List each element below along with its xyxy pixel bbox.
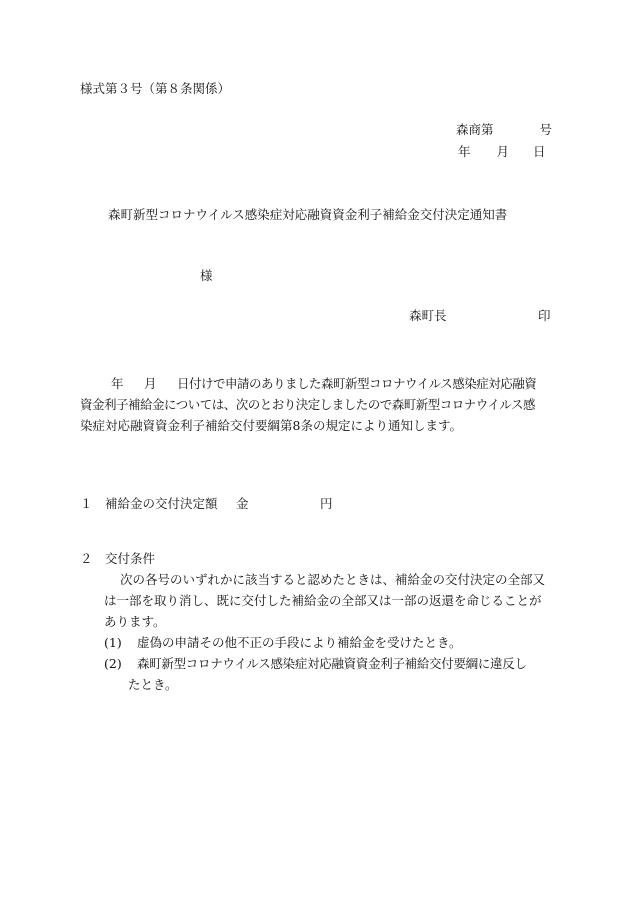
section-1-heading: １ 補給金の交付決定額 [80,496,218,511]
condition-item-2-cont [80,674,560,695]
date-year: 年 [458,144,471,159]
doc-number-prefix: 森商第 [456,122,494,137]
doc-number [456,124,552,137]
body-date-year: 年 [111,376,124,391]
condition-item-1 [80,632,560,653]
condition-intro-line-2: は一部を取り消し、既に交付した補給金の全部又は一部の返還を命じることが [104,593,542,608]
notice-line-3: 染症対応融資資金利子補給交付要綱第8条の規定により通知します。 [80,418,462,433]
item-1-number: (1) [104,635,122,650]
section-2-heading: ２ 交付条件 [80,551,156,566]
item-2-text-line-1: 森町新型コロナウイルス感染症対応融資資金利子補給交付要綱に違反し [137,656,527,671]
issuer-name: 森町長 [409,308,447,323]
doc-number-suffix: 号 [539,122,553,137]
notice-line-2: 資金利子補給金については、次のとおり決定しましたので森町新型コロナウイルス感 [80,397,536,412]
section-2 [80,548,560,695]
body-date-month: 月 [144,376,157,391]
condition-intro-line-3: あります。 [104,614,166,629]
amount-prefix: 金 [236,496,249,511]
section-1 [80,496,333,511]
item-1-text: 虚偽の申請その他不正の手段により補給金を受けたとき。 [137,635,462,650]
form-label: 様式第３号（第８条関係） [80,81,231,96]
notice-line-1 [80,373,556,394]
amount-suffix: 円 [320,496,333,511]
addressee-suffix: 様 [200,268,213,283]
condition-item-2 [80,653,560,674]
seal-mark: 印 [538,308,551,323]
date-day: 日 [533,144,546,159]
notice-paragraph [80,373,556,436]
item-2-number: (2) [104,656,122,671]
document-title: 森町新型コロナウイルス感染症対応融資資金利子補給金交付決定通知書 [108,207,508,222]
date-month: 月 [496,144,510,159]
body-line-1: 日付けで申請のありました森町新型コロナウイルス感染症対応融資 [177,376,537,391]
issue-date [458,146,546,159]
condition-intro-line-1: 次の各号のいずれかに該当すると認めたときは、補給金の交付決定の全部又 [120,572,546,587]
item-2-text-line-2: たとき。 [128,677,178,692]
